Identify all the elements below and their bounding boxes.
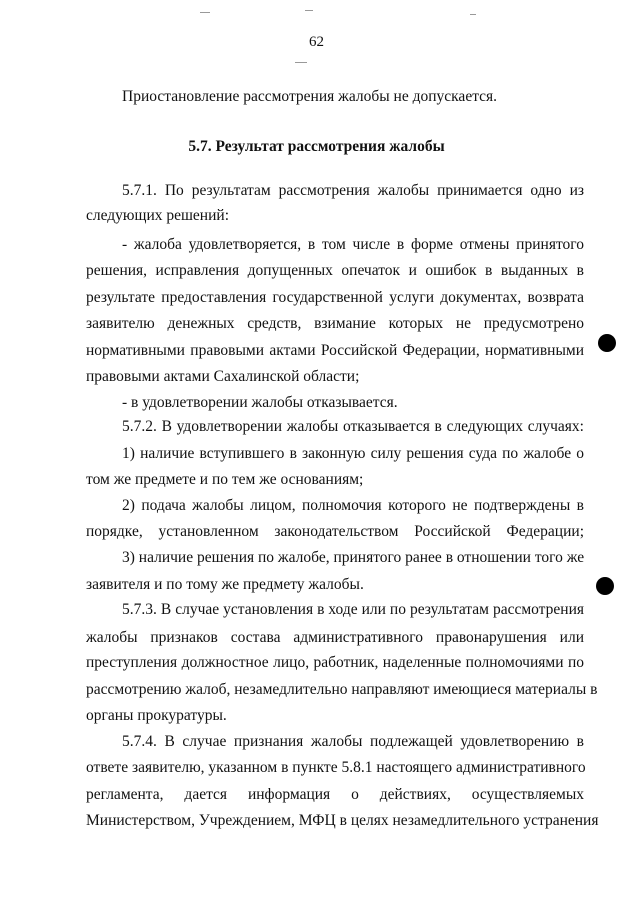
text-line: органы прокуратуры. xyxy=(86,707,227,724)
text-line: регламента, дается информация о действиях, осуществляемых xyxy=(86,786,584,803)
text-line: 3) наличие решения по жалобе, принятого ранее в отношении того же xyxy=(122,549,585,566)
text-line: заявителя и по тому же предмету жалобы. xyxy=(86,576,364,593)
text-line: том же предмете и по тем же основаниям; xyxy=(86,471,364,488)
scan-speck xyxy=(295,62,307,63)
paragraph-suspension: Приостановление рассмотрения жалобы не допускается. xyxy=(122,88,498,105)
text-line: 5.7.1. По результатам рассмотрения жалобы принимается одно из xyxy=(122,182,584,199)
punch-hole-mark xyxy=(596,577,614,595)
text-line: нормативными правовыми актами Российской Федерации, нормативными xyxy=(86,342,584,359)
scan-speck xyxy=(200,12,210,13)
text-line: результате предоставления государственной услуги документах, возврата xyxy=(86,289,584,306)
page-number: 62 xyxy=(309,34,324,50)
text-line: 5.7.3. В случае установления в ходе или по результатам рассмотрения xyxy=(122,601,584,618)
text-line: ответе заявителю, указанном в пункте 5.8.1 настоящего административного xyxy=(86,759,586,776)
text-line: - жалоба удовлетворяется, в том числе в форме отмены принятого xyxy=(122,236,584,253)
scan-speck xyxy=(470,14,476,15)
text-line: 2) подача жалобы лицом, полномочия которого не подтверждены в xyxy=(122,497,584,514)
text-line: 5.7.2. В удовлетворении жалобы отказывается в следующих случаях: xyxy=(122,418,584,435)
scan-speck xyxy=(305,10,313,11)
text-line: Министерством, Учреждением, МФЦ в целях незамедлительного устранения xyxy=(86,812,599,829)
punch-hole-mark xyxy=(598,334,616,352)
text-line: преступления должностное лицо, работник, наделенные полномочиями по xyxy=(86,654,584,671)
text-line: жалобы признаков состава административного правонарушения или xyxy=(86,629,584,646)
text-line: заявителю денежных средств, взимание которых не предусмотрено xyxy=(86,315,584,332)
text-line: порядке, установленном законодательством Российской Федерации; xyxy=(86,523,584,540)
text-line: рассмотрению жалоб, незамедлительно направляют имеющиеся материалы в xyxy=(86,681,598,698)
text-line: 5.7.4. В случае признания жалобы подлежащей удовлетворению в xyxy=(122,733,584,750)
section-heading: 5.7. Результат рассмотрения жалобы xyxy=(188,138,445,155)
text-line: правовыми актами Сахалинской области; xyxy=(86,368,360,385)
text-line: - в удовлетворении жалобы отказывается. xyxy=(122,394,398,411)
text-line: решения, исправления допущенных опечаток и ошибок в выданных в xyxy=(86,262,584,279)
text-line: 1) наличие вступившего в законную силу решения суда по жалобе о xyxy=(122,445,584,462)
text-line: следующих решений: xyxy=(86,207,229,224)
